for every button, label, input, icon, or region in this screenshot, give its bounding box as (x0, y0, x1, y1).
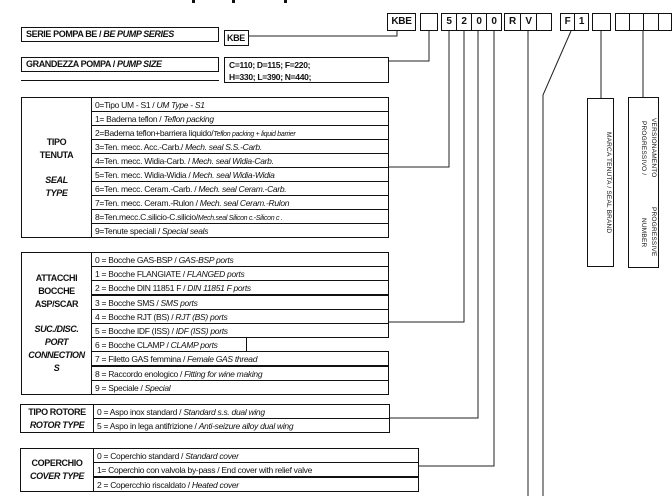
code-cell-progressive-3 (643, 13, 659, 31)
seal-row-3: 3=Ten. mecc. Acc.-Carb./ Mech. seal S.S.-Carb. (91, 139, 389, 154)
size-values-line1: C=110; D=115; F=220; (229, 60, 311, 70)
seal-row-7: 7=Ten. mecc. Ceram.-Rulon / Mech. seal Ceram.-Rulon (91, 195, 389, 210)
port-row-8: 8 = Raccordo enologico / Fitting for wine making (91, 366, 389, 381)
clipped-text-fragment (232, 0, 235, 3)
seal-row-0: 0=Tipo UM - S1 / UM Type - S1 (91, 97, 389, 112)
code-cell-cover: 0 (486, 13, 502, 31)
seal-row-6: 6=Ten. mecc. Ceram.-Carb. / Mech. seal Ceram.-Carb. (91, 181, 389, 196)
code-cell-rotor: 0 (471, 13, 487, 31)
code-cell-progressive-1 (615, 13, 630, 31)
cover-label-it: COPERCHIO (31, 458, 83, 468)
code-cell-blank (536, 13, 552, 31)
seal-row-4: 4=Ten. mecc. Widia-Carb. / Mech. seal Widia-Carb. (91, 153, 389, 168)
code-cell-r: R (504, 13, 521, 31)
code-cell-seal: 5 (441, 13, 457, 31)
rotor-type-label (20, 404, 94, 433)
port-row-3: 3 = Bocche SMS / SMS ports (91, 295, 389, 310)
port-label-it3: ASP/SCAR (34, 299, 79, 309)
code-cell-series: KBE (387, 13, 416, 31)
progressive-number-panel (628, 97, 659, 268)
port-row-7: 7 = Filetto GAS femmina / Female GAS thread (91, 351, 389, 366)
cover-label-en: COVER TYPE (29, 471, 84, 481)
code-cell-f: F (560, 13, 575, 31)
progressive-panel-line2: PROGRESSIVE NUMBER (640, 207, 657, 258)
code-cell-v: V (520, 13, 537, 31)
port-row-4: 4 = Bocche RJT (BS) / RJT (BS) ports (91, 309, 389, 324)
port-row-1: 1 = Bocche FLANGIATE / FLANGED ports (91, 266, 389, 281)
code-cell-progressive-2 (629, 13, 644, 31)
port-connections-label (21, 252, 92, 395)
cover-row-2: 2 = Copercchio riscaldato / Heated cover (93, 477, 419, 492)
seal-row-5: 5=Ten. mecc. Widia-Widia / Mech. seal Widia-Widia (91, 167, 389, 182)
port-row-2: 2 = Bocche DIN 11851 F / DIN 11851 F ports (91, 280, 389, 295)
clipped-text-fragment (192, 0, 195, 3)
rotor-row-5: 5 = Aspo in lega antifrizione / Anti-seizure alloy dual wing (93, 418, 390, 433)
size-underline (21, 80, 219, 81)
code-cell-port: 2 (456, 13, 472, 31)
size-label-it: GRANDEZZA POMPA / (26, 59, 115, 69)
size-label (21, 57, 219, 72)
port-label-en4: S (53, 363, 60, 373)
port-row-6: 6 = Bocche CLAMP / CLAMP ports (91, 337, 247, 352)
port-label-it1: ATTACCHI (35, 273, 78, 283)
cover-row-0: 0 = Coperchio standard / Standard cover (93, 448, 419, 463)
seal-brand-panel (587, 98, 614, 267)
series-value-text: KBE (227, 32, 245, 43)
seal-row-9: 9=Tenute speciali / Special seals (91, 223, 389, 238)
cover-row-1: 1= Coperchio con valvola by-pass / End cover with relief valve (93, 462, 419, 477)
code-cell-1: 1 (574, 13, 589, 31)
rotor-row-0: 0 = Aspo inox standard / Standard s.s. dual wing (93, 404, 390, 419)
series-label (21, 27, 219, 42)
port-row-0: 0 = Bocche GAS-BSP / GAS-BSP ports (91, 252, 389, 267)
seal-label-en2: TYPE (45, 187, 68, 198)
cover-type-label (20, 448, 94, 492)
port-label-en2: PORT (44, 337, 69, 347)
seal-brand-panel-text: MARCA TENUTA / SEAL BRAND (605, 131, 612, 234)
rotor-label-it: TIPO ROTORE (28, 406, 86, 417)
series-label-it: SERIE POMPA BE / (26, 29, 102, 39)
seal-label-it1: TIPO (46, 136, 67, 147)
code-cell-progressive-4 (658, 13, 672, 31)
series-value (224, 30, 249, 46)
port-label-en1: SUC./DISC. (34, 324, 79, 334)
code-cell-seal-brand (592, 13, 611, 31)
size-label-en: PUMP SIZE (116, 59, 162, 69)
clipped-text-fragment (284, 0, 287, 3)
port-row-9: 9 = Speciale / Special (91, 380, 389, 395)
rotor-label-en: ROTOR TYPE (29, 419, 85, 430)
seal-label-en1: SEAL (45, 174, 68, 185)
series-label-en: BE PUMP SERIES (103, 29, 174, 39)
size-values-line2: H=330; L=390; N=440; (229, 72, 312, 82)
size-values (224, 57, 389, 83)
port-label-en3: CONNECTION (28, 350, 85, 360)
seal-row-2: 2=Baderna teflon+barriera liquido/Teflon packing + liquid barrier (91, 125, 389, 140)
progressive-panel-line1: VERSIONAMENTO PROGRESSIVO / (640, 117, 657, 178)
port-row-5: 5 = Bocche IDF (ISS) / IDF (ISS) ports (91, 323, 389, 338)
seal-label-it2: TENUTA (39, 149, 74, 160)
seal-type-label (21, 97, 92, 238)
seal-row-8: 8=Ten.mecc.C.silicio-C.silicio/Mech.seal Silicon c.-Silicon c . (91, 209, 389, 224)
code-cell-size (420, 13, 438, 31)
port-label-it2: BOCCHE (38, 286, 75, 296)
seal-row-1: 1= Baderna teflon / Teflon packing (91, 111, 389, 126)
